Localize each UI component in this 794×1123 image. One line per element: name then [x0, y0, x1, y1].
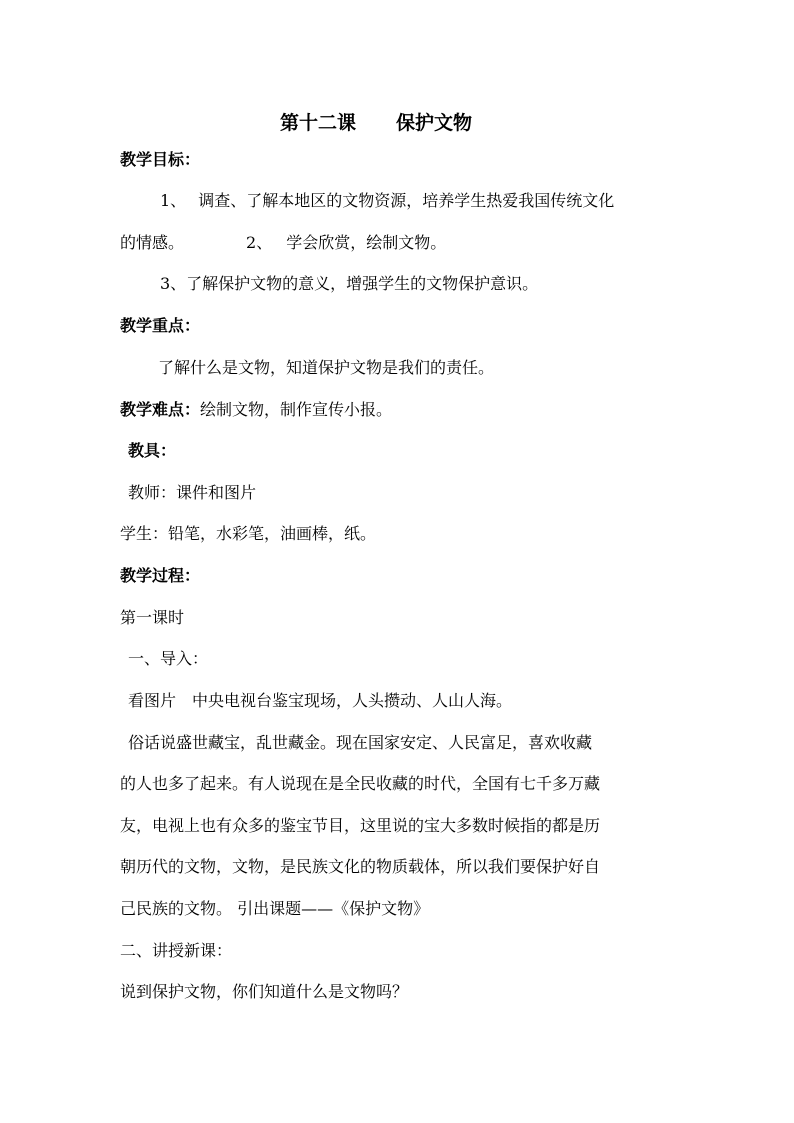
session-label: 第一课时: [120, 608, 185, 627]
objective-1-number: 1、: [160, 191, 187, 210]
objective-2-number: 2、: [246, 233, 273, 252]
tools-teacher: 教师：课件和图片: [128, 483, 257, 502]
objective-2-text: 学会欣赏，绘制文物。: [286, 233, 447, 252]
intro-paragraph-2-line-2: 的人也多了起来。有人说现在是全民收藏的时代，全国有七千多万藏: [120, 774, 601, 793]
key-points-heading: 教学重点：: [120, 316, 201, 335]
intro-paragraph-2-line-5: 己民族的文物。 引出课题——《保护文物》: [120, 899, 430, 918]
difficulty-heading: 教学难点：: [120, 400, 201, 419]
lesson-name: 保护文物: [396, 112, 473, 134]
objectives-heading: 教学目标：: [120, 150, 201, 169]
objective-1: [160, 191, 614, 211]
tools-heading: 教具：: [128, 441, 177, 460]
lesson-title: [280, 108, 472, 135]
difficulty-text: 绘制文物，制作宣传小报。: [200, 400, 393, 419]
tools-student: 学生：铅笔，水彩笔，油画棒，纸。: [120, 524, 377, 543]
difficulty-line: [120, 400, 392, 420]
objective-1-cont-text: 的情感。: [120, 233, 185, 252]
objective-3: 3、了解保护文物的意义，增强学生的文物保护意识。: [160, 274, 539, 293]
question-text: 说到保护文物，你们知道什么是文物吗？: [120, 982, 409, 1001]
objective-1-text: 调查、了解本地区的文物资源，培养学生热爱我国传统文化: [198, 191, 615, 210]
intro-paragraph-2-line-3: 友，电视上也有众多的鉴宝节目，这里说的宝大多数时候指的都是历: [120, 816, 601, 835]
key-points-text: 了解什么是文物，知道保护文物是我们的责任。: [158, 358, 495, 377]
process-heading: 教学过程：: [120, 566, 201, 585]
intro-paragraph-2-line-1: 俗话说盛世藏宝，乱世藏金。现在国家安定、人民富足，喜欢收藏: [128, 733, 593, 752]
intro-paragraph-2-line-4: 朝历代的文物，文物，是民族文化的物质载体，所以我们要保护好自: [120, 857, 601, 876]
intro-heading: 一、导入：: [128, 649, 209, 668]
lesson-number: 第十二课: [280, 112, 357, 134]
objective-1-continued: [120, 233, 446, 253]
intro-paragraph-1: 看图片 中央电视台鉴宝现场，人头攒动、人山人海。: [128, 691, 513, 710]
new-lesson-heading: 二、讲授新课：: [120, 941, 233, 960]
